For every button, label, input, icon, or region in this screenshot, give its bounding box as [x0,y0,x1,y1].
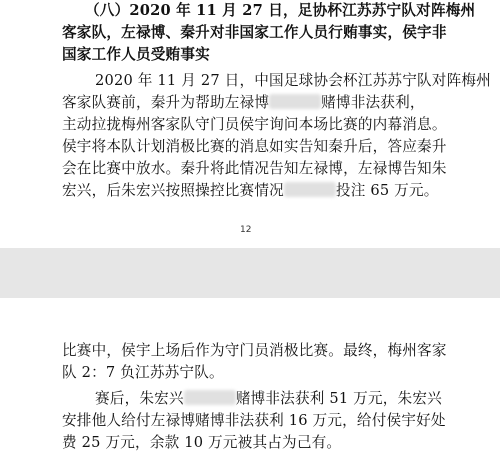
paragraph-text: 赌博非法获利 51 万元，朱宏兴 [235,390,442,407]
paragraph-line: 比赛中，侯宇上场后作为守门员消极比赛。最终，梅州客家 [62,342,447,359]
redacted-name [184,390,236,405]
section-heading-line-3: 国家工作人员受贿事实 [62,46,210,63]
paragraph-text: 赌博非法获利， [321,94,425,111]
paragraph-line: 侯宇将本队计划消极比赛的消息如实告知秦升后，答应秦升 [62,138,447,155]
paragraph-line: 主动拉拢梅州客家队守门员侯宇询问本场比赛的内幕消息。 [62,116,447,133]
paragraph-line [62,180,439,202]
paragraph-line: 队 2：7 负江苏苏宁队。 [62,364,224,381]
paragraph-line [62,92,425,114]
paragraph-text: 宏兴，后朱宏兴按照操控比赛情况 [62,182,284,199]
section-heading-line-1: （八）2020 年 11 月 27 日，足协杯江苏苏宁队对阵梅州 [85,2,476,19]
paragraph-line: 2020 年 11 月 27 日，中国足球协会杯江苏苏宁队对阵梅州 [95,72,491,89]
page-separator [0,248,500,298]
redacted-name [269,94,321,109]
paragraph-line: 会在比赛中放水。秦升将此情况告知左禄博，左禄博告知朱 [62,160,447,177]
page-number: 12 [240,225,252,235]
paragraph-text: 投注 65 万元。 [335,182,439,199]
paragraph-line: 费 25 万元，余款 10 万元被其占为己有。 [62,434,342,451]
paragraph-text: 赛后，朱宏兴 [95,390,184,407]
paragraph-line: 安排他人给付左禄博赌博非法获利 16 万元，给付侯宇好处 [62,412,446,429]
section-heading-line-2: 客家队，左禄博、秦升对非国家工作人员行贿事实，侯宇非 [62,24,447,41]
redacted-name [284,182,336,197]
document-page-13 [0,298,500,451]
paragraph-text: 客家队赛前，秦升为帮助左禄博 [62,94,270,111]
paragraph-line [95,388,442,410]
